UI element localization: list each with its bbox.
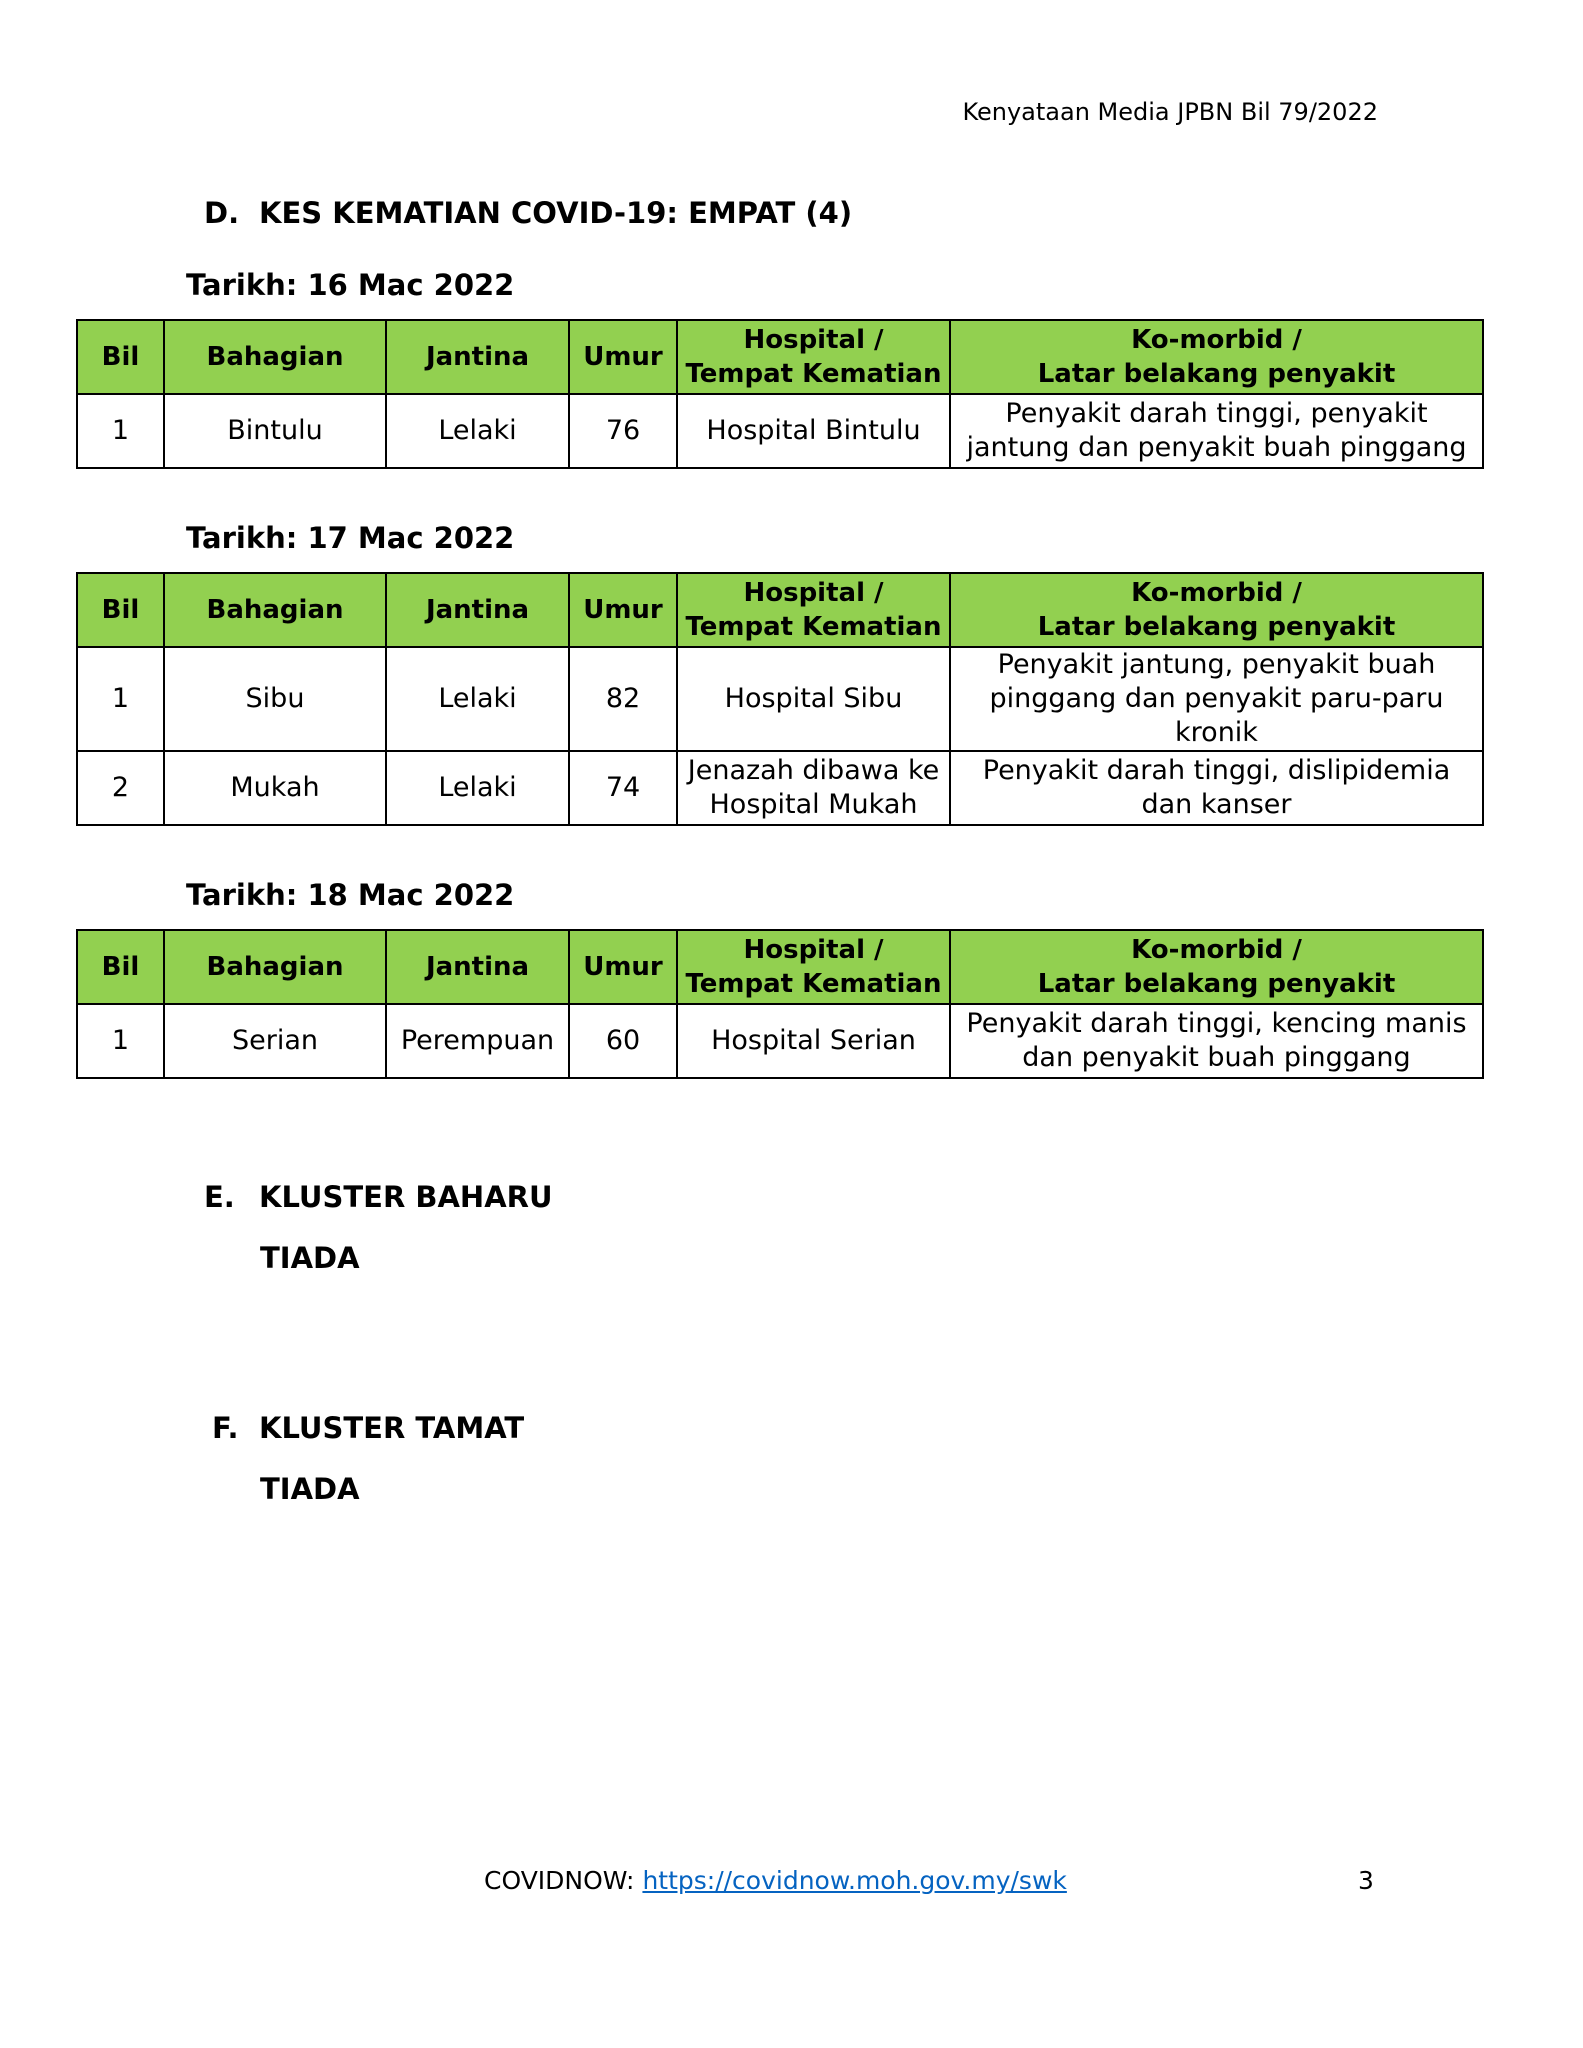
col-komorbid xyxy=(950,573,1483,647)
section-d-title: KES KEMATIAN COVID-19: EMPAT (4) xyxy=(259,196,853,230)
cell-jantina: Lelaki xyxy=(386,751,569,825)
cell-bahagian: Sibu xyxy=(164,647,386,751)
col-hospital-line1: Hospital / xyxy=(743,325,884,355)
footer-label: COVIDNOW: xyxy=(484,1866,643,1895)
section-f-title: KLUSTER TAMAT xyxy=(259,1411,525,1445)
cell-komorbid: Penyakit darah tinggi, penyakit jantung dan penyakit buah pinggang xyxy=(950,394,1483,468)
col-umur: Umur xyxy=(569,573,677,647)
table-header-row xyxy=(77,320,1483,394)
document-reference: Kenyataan Media JPBN Bil 79/2022 xyxy=(962,98,1378,126)
section-f-letter: F. xyxy=(212,1411,239,1445)
section-f-value: TIADA xyxy=(260,1472,360,1506)
cell-bil: 1 xyxy=(77,1004,164,1078)
section-e-heading xyxy=(204,1180,553,1214)
col-bil: Bil xyxy=(77,320,164,394)
col-bil: Bil xyxy=(77,573,164,647)
col-bahagian: Bahagian xyxy=(164,573,386,647)
cell-bahagian: Bintulu xyxy=(164,394,386,468)
col-hospital xyxy=(677,930,950,1004)
col-hospital-line2: Tempat Kematian xyxy=(685,612,942,642)
deaths-table-16-mac xyxy=(76,319,1484,469)
covidnow-link[interactable]: https://covidnow.moh.gov.my/swk xyxy=(642,1866,1067,1895)
col-jantina: Jantina xyxy=(386,930,569,1004)
cell-komorbid: Penyakit darah tinggi, dislipidemia dan kanser xyxy=(950,751,1483,825)
section-e-letter: E. xyxy=(204,1180,235,1214)
cell-jantina: Lelaki xyxy=(386,647,569,751)
col-komorbid-line1: Ko-morbid / xyxy=(1131,935,1302,965)
cell-komorbid: Penyakit darah tinggi, kencing manis dan penyakit buah pinggang xyxy=(950,1004,1483,1078)
page-number: 3 xyxy=(1358,1866,1374,1895)
table-row xyxy=(77,394,1483,468)
col-komorbid xyxy=(950,320,1483,394)
cell-hospital: Jenazah dibawa ke Hospital Mukah xyxy=(677,751,950,825)
cell-jantina: Perempuan xyxy=(386,1004,569,1078)
section-f-heading xyxy=(212,1411,524,1445)
table-2-date: Tarikh: 17 Mac 2022 xyxy=(186,521,515,555)
table-row xyxy=(77,751,1483,825)
cell-umur: 82 xyxy=(569,647,677,751)
table-1-date: Tarikh: 16 Mac 2022 xyxy=(186,268,515,302)
cell-umur: 76 xyxy=(569,394,677,468)
section-d-letter: D. xyxy=(204,196,240,230)
col-umur: Umur xyxy=(569,930,677,1004)
col-hospital-line1: Hospital / xyxy=(743,578,884,608)
col-jantina: Jantina xyxy=(386,573,569,647)
deaths-table-18-mac xyxy=(76,929,1484,1079)
cell-hospital: Hospital Sibu xyxy=(677,647,950,751)
col-komorbid-line1: Ko-morbid / xyxy=(1131,578,1302,608)
col-hospital-line2: Tempat Kematian xyxy=(685,969,942,999)
col-hospital xyxy=(677,573,950,647)
col-bahagian: Bahagian xyxy=(164,320,386,394)
col-komorbid-line2: Latar belakang penyakit xyxy=(1037,969,1396,999)
col-komorbid xyxy=(950,930,1483,1004)
section-e-title: KLUSTER BAHARU xyxy=(259,1180,553,1214)
table-3-date: Tarikh: 18 Mac 2022 xyxy=(186,878,515,912)
col-komorbid-line2: Latar belakang penyakit xyxy=(1037,612,1396,642)
col-komorbid-line2: Latar belakang penyakit xyxy=(1037,359,1396,389)
col-bahagian: Bahagian xyxy=(164,930,386,1004)
section-e-value: TIADA xyxy=(260,1241,360,1275)
cell-hospital: Hospital Bintulu xyxy=(677,394,950,468)
col-hospital-line2: Tempat Kematian xyxy=(685,359,942,389)
col-jantina: Jantina xyxy=(386,320,569,394)
deaths-table-17-mac xyxy=(76,572,1484,826)
section-d-heading xyxy=(204,196,852,230)
cell-bil: 1 xyxy=(77,647,164,751)
cell-hospital: Hospital Serian xyxy=(677,1004,950,1078)
cell-bahagian: Serian xyxy=(164,1004,386,1078)
table-header-row xyxy=(77,573,1483,647)
cell-bahagian: Mukah xyxy=(164,751,386,825)
col-bil: Bil xyxy=(77,930,164,1004)
table-row xyxy=(77,1004,1483,1078)
cell-umur: 60 xyxy=(569,1004,677,1078)
cell-bil: 2 xyxy=(77,751,164,825)
cell-bil: 1 xyxy=(77,394,164,468)
col-komorbid-line1: Ko-morbid / xyxy=(1131,325,1302,355)
col-hospital-line1: Hospital / xyxy=(743,935,884,965)
cell-komorbid: Penyakit jantung, penyakit buah pinggang dan penyakit paru-paru kronik xyxy=(950,647,1483,751)
cell-jantina: Lelaki xyxy=(386,394,569,468)
col-hospital xyxy=(677,320,950,394)
col-umur: Umur xyxy=(569,320,677,394)
table-header-row xyxy=(77,930,1483,1004)
footer xyxy=(484,1866,1067,1895)
cell-umur: 74 xyxy=(569,751,677,825)
table-row xyxy=(77,647,1483,751)
